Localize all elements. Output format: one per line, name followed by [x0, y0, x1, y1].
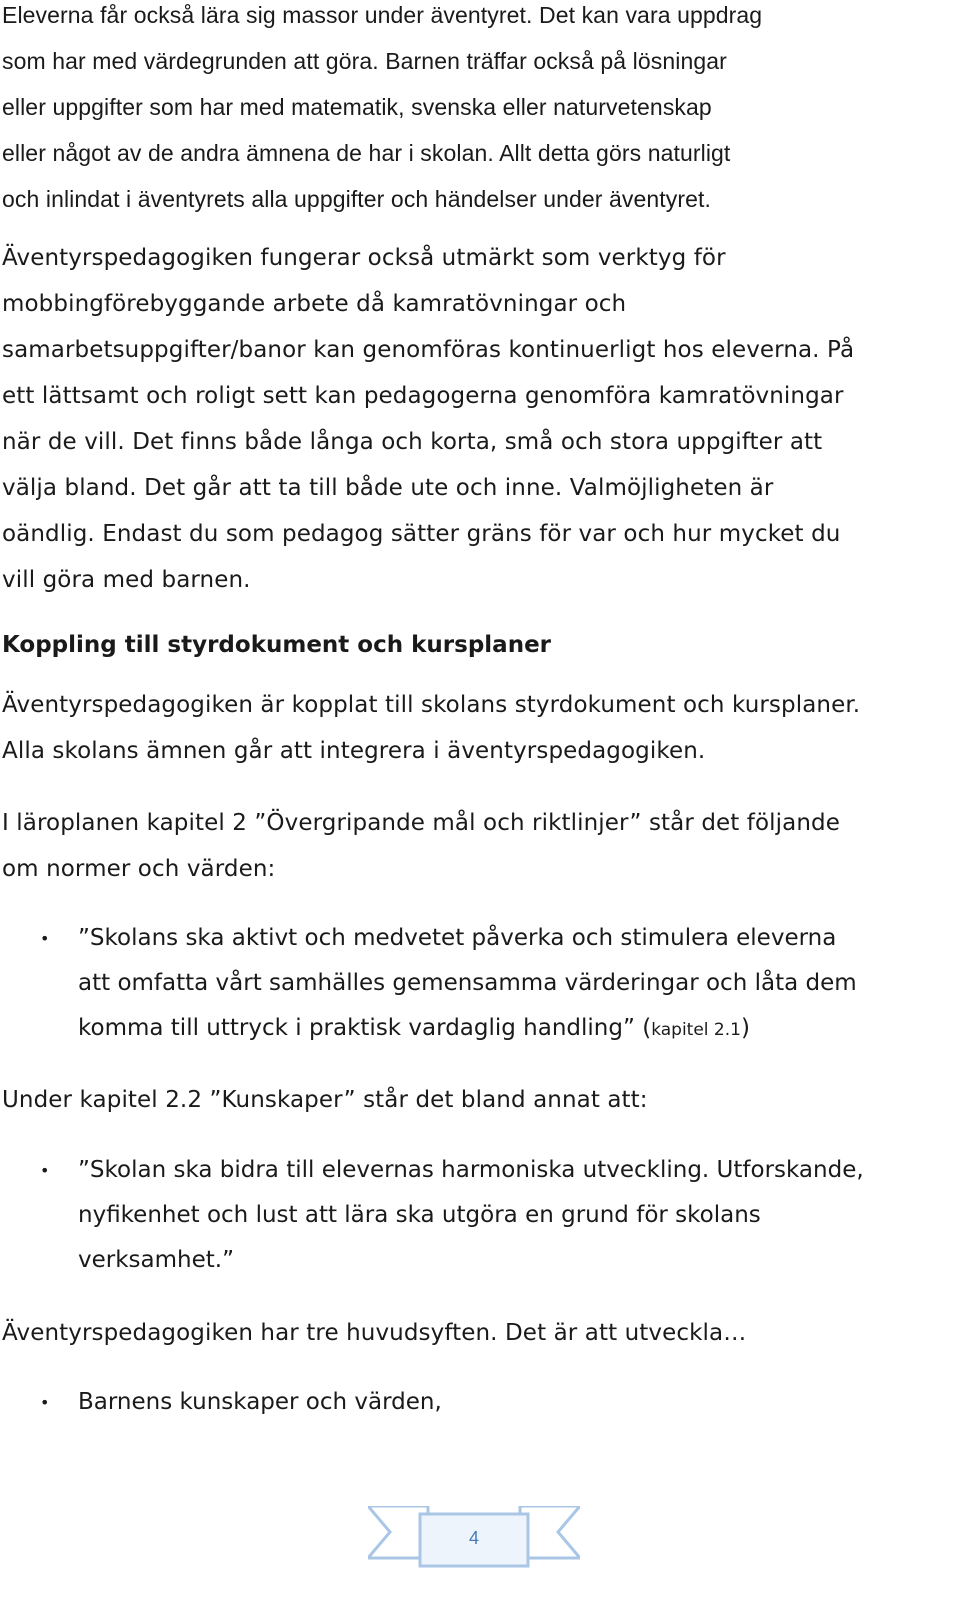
text-line: verksamhet.” — [78, 1247, 234, 1273]
list-item — [2, 916, 857, 1053]
section-heading: Koppling till styrdokument och kursplaner — [2, 632, 552, 658]
quote-list-values — [2, 916, 857, 1053]
text-line: eller uppgifter som har med matematik, svenska eller naturvetenskap — [2, 94, 712, 120]
text-line: eller något av de andra ämnena de har i skolan. Allt detta görs naturligt — [2, 140, 731, 166]
text-line: I läroplanen kapitel 2 ”Övergripande mål och riktlinjer” står det följande — [2, 810, 840, 836]
text-line: vill göra med barnen. — [2, 567, 251, 593]
text-line: nyfikenhet och lust att lära ska utgöra en grund för skolans — [78, 1202, 761, 1228]
text-line: Äventyrspedagogiken är kopplat till skolans styrdokument och kursplaner. — [2, 692, 861, 718]
paragraph-kunskaper — [2, 1077, 648, 1123]
list-item — [2, 1380, 442, 1425]
text-line: och inlindat i äventyrets alla uppgifter och händelser under äventyret. — [2, 186, 712, 212]
text-line: ”Skolans ska aktivt och medvetet påverka och stimulera eleverna — [78, 925, 837, 951]
text-line: Under kapitel 2.2 ”Kunskaper” står det bland annat att: — [2, 1087, 648, 1113]
text-line — [78, 1006, 857, 1053]
paragraph-intro — [2, 0, 762, 222]
paragraph-mobbing — [2, 235, 854, 603]
bullet-icon: • — [40, 1161, 50, 1180]
text-line: oändlig. Endast du som pedagog sätter gräns för var och hur mycket du — [2, 521, 841, 547]
text-line: samarbetsuppgifter/banor kan genomföras kontinuerligt hos eleverna. På — [2, 337, 855, 363]
text-line: Äventyrspedagogiken fungerar också utmärkt som verktyg för — [2, 245, 726, 271]
chapter-reference: kapitel 2.1 — [651, 1020, 741, 1040]
text-line: att omfatta vårt samhälles gemensamma värderingar och låta dem — [78, 970, 857, 996]
list-item — [2, 1148, 864, 1283]
text-line: välja bland. Det går att ta till både ute och inne. Valmöjligheten är — [2, 475, 774, 501]
paragraph-laroplan — [2, 800, 840, 892]
text-line: Barnens kunskaper och värden, — [78, 1389, 442, 1415]
page-number-badge — [368, 1506, 580, 1568]
paragraph-syften — [2, 1310, 746, 1356]
text-line: ”Skolan ska bidra till elevernas harmoniska utveckling. Utforskande, — [78, 1157, 864, 1183]
text-line: när de vill. Det finns både långa och korta, små och stora uppgifter att — [2, 429, 823, 455]
paragraph-koppling — [2, 682, 860, 774]
text-line: Äventyrspedagogiken har tre huvudsyften. Det är att utveckla… — [2, 1320, 747, 1346]
text-line: mobbingförebyggande arbete då kamratövningar och — [2, 291, 627, 317]
text-line: ett lättsamt och roligt sett kan pedagogerna genomföra kamratövningar — [2, 383, 844, 409]
closing-paren: ) — [740, 1015, 750, 1041]
quote-text: komma till uttryck i praktisk vardaglig handling” ( — [78, 1015, 652, 1041]
page-number: 4 — [468, 1528, 479, 1548]
text-line: Eleverna får också lära sig massor under äventyret. Det kan vara uppdrag — [2, 2, 763, 28]
bullet-icon: • — [40, 929, 50, 948]
text-line: som har med värdegrunden att göra. Barnen träffar också på lösningar — [2, 48, 727, 74]
text-line: Alla skolans ämnen går att integrera i äventyrspedagogiken. — [2, 738, 706, 764]
text-line: om normer och värden: — [2, 856, 276, 882]
quote-list-knowledge — [2, 1148, 864, 1283]
purpose-list — [2, 1380, 442, 1425]
bullet-icon: • — [40, 1393, 50, 1412]
